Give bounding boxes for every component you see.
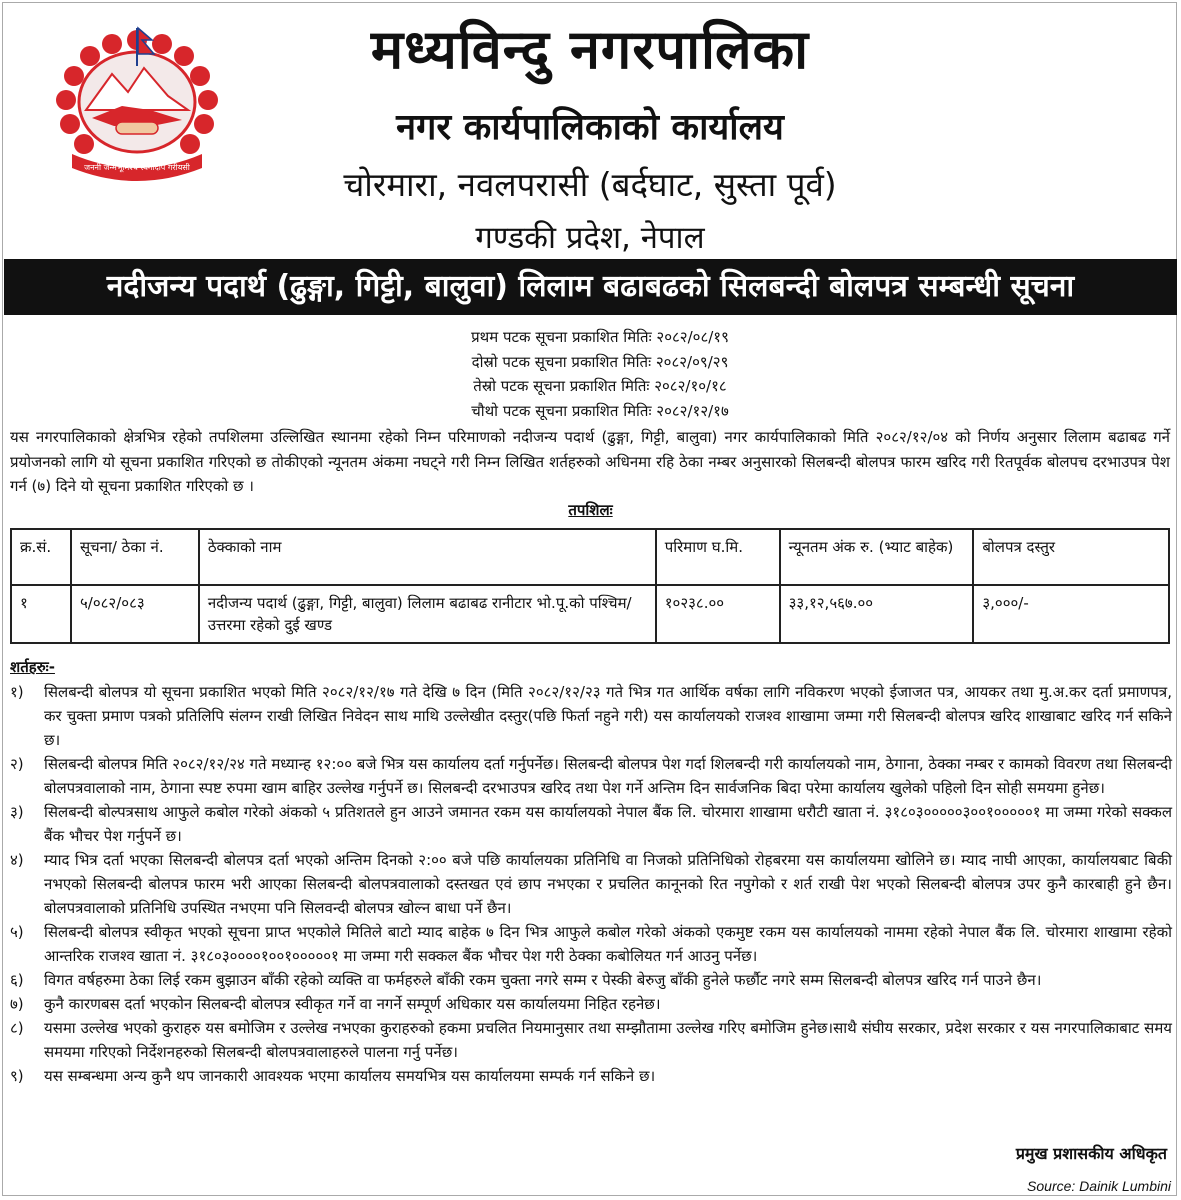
term-item xyxy=(10,752,1172,800)
term-item xyxy=(10,680,1172,752)
table-header-cell: सूचना/ ठेका नं. xyxy=(71,529,199,585)
intro-paragraph: यस नगरपालिकाको क्षेत्रभित्र रहेको तपशिलमा उल्लिखित स्थानमा रहेको निम्न परिमाणको नदीजन्य पदार्थ (ढुङ्गा, गिट्टी, बालुवा) नगर कार्यपालिकाको मिति २०८२/१२/०४ को निर्णय अनुसार लिलाम बढाबढ गर्ने प्रयोजनको लागि यो सूचना प्रकाशित गरिएको छ तोकीएको न्यूनतम अंकमा नघट्ने गरी निम्न लिखित शर्तहरुको अधिनमा रहि ठेका नम्बर अनुसारको सिलबन्दी बोलपत्र फारम खरिद गरी रितपूर्वक बोलपच दरभाउपत्र पेश गर्न (७) दिने यो सूचना प्रकाशित गरिएको छ । xyxy=(10,428,1170,495)
terms-title: शर्तहरुः- xyxy=(10,658,55,676)
term-item xyxy=(10,848,1172,920)
term-text: सिलबन्दी बोल्पत्रसाथ आफुले कबोल गरेको अंकको ५ प्रतिशतले हुन आउने जमानत रकम यस कार्यालयको नेपाल बैंक लि. चोरमारा शाखामा धरौटी खाता नं. ३१८०३०००००३००१०००००१ मा जम्मा गरेको सक्कल बैंक भौचर पेश गर्नुपर्ने छ। xyxy=(44,803,1172,845)
schedule-label: तपशिलः xyxy=(568,501,613,519)
term-number: १) xyxy=(10,683,24,701)
term-text: यसमा उल्लेख भएको कुराहरु यस बमोजिम र उल्लेख नभएका कुराहरुको हकमा प्रचलित नियमानुसार तथा सम्झौतामा उल्लेख गरिए बमोजिम हुनेछ।साथै संघीय सरकार, प्रदेश सरकार र यस नगरपालिकाबाट समय समयमा गरिएको निर्देशनहरुको सिलबन्दी बोलपत्रवालाहरुले पालना गर्नु पर्नेछ। xyxy=(44,1019,1172,1061)
term-item xyxy=(10,968,1172,992)
term-number: ९) xyxy=(10,1067,24,1085)
term-number: २) xyxy=(10,755,24,773)
term-number: ४) xyxy=(10,851,24,869)
table-header-cell: बोलपत्र दस्तुर xyxy=(973,529,1169,585)
municipality-title: मध्यविन्दु नगरपालिका xyxy=(370,18,810,81)
term-text: सिलबन्दी बोलपत्र मिति २०८२/१२/२४ गते मध्यान्ह १२:०० बजे भित्र यस कार्यालय दर्ता गर्नुपर्नेछ। सिलबन्दी बोलपत्र पेश गर्दा शिलबन्दी गरी कार्यालयको नाम, ठेगाना, ठेक्का नम्बर र कामको विवरण तथा सिलबन्दी बोलपत्रवालाको नाम, ठेगाना स्पष्ट रुपमा खाम बाहिर उल्लेख गर्नुपर्ने छ। सिलबन्दी दरभाउपत्र खरिद तथा पेश गर्ने अन्तिम दिन सार्वजनिक बिदा परेमा कार्यालय खुलेको पहिलो दिन सोही समयमा हुनेछ। xyxy=(44,755,1172,797)
term-number: ५) xyxy=(10,923,24,941)
table-cell: नदीजन्य पदार्थ (ढुङ्गा, गिट्टी, बालुवा) लिलाम बढाबढ रानीटार भो.पू.को पश्चिम/उत्तरमा रहेको दुई खण्ड xyxy=(199,585,656,643)
table-cell: ३३,१२,५६७.०० xyxy=(780,585,974,643)
signature-title: प्रमुख प्रशासकीय अधिकृत xyxy=(1015,1144,1167,1163)
table-header-cell: परिमाण घ.मि. xyxy=(656,529,780,585)
term-number: ३) xyxy=(10,803,24,821)
source-credit: Source: Dainik Lumbini xyxy=(1027,1178,1171,1194)
term-text: कुनै कारणबस दर्ता भएकोन सिलबन्दी बोलपत्र स्वीकृत गर्ने वा नगर्ने सम्पूर्ण अधिकार यस कार्यालयमा निहित रहनेछ। xyxy=(44,995,661,1013)
province-line: गण्डकी प्रदेश, नेपाल xyxy=(475,220,705,256)
publish-date-2: दोस्रो पटक सूचना प्रकाशित मितिः २०८२/०९/२९ xyxy=(471,352,729,371)
term-item xyxy=(10,1064,1172,1088)
table-cell: ३,०००/- xyxy=(973,585,1169,643)
term-item xyxy=(10,1016,1172,1064)
table-header-cell: ठेक्काको नाम xyxy=(199,529,656,585)
term-text: सिलबन्दी बोलपत्र स्वीकृत भएको सूचना प्राप्त भएकोले मितिले बाटो म्याद बाहेक ७ दिन भित्र आफुले कबोल गरेको अंकको एकमुष्ट रकम यस कार्यालयको नाममा रहेको नेपाल बैंक लि. चोरमारा शाखामा रहेको आन्तरिक राजश्व खाता नं. ३१८०३००००१००१०००००१ मा जम्मा गरी सक्कल बैंक भौचर पेश गरी ठेक्का कबोलियत गर्न आउनु पर्नेछ। xyxy=(44,923,1172,965)
term-item xyxy=(10,800,1172,848)
table-header-row xyxy=(11,529,1169,585)
term-number: ८) xyxy=(10,1019,24,1037)
term-item xyxy=(10,920,1172,968)
term-text: म्याद भित्र दर्ता भएका सिलबन्दी बोलपत्र दर्ता भएको अन्तिम दिनको २:०० बजे पछि कार्यालयका प्रतिनिधि वा निजको प्रतिनिधिको रोहबरमा यस कार्यालयमा खोलिने छ। म्याद नाघी आएका, कार्यालयबाट बिकी नभएको सिलबन्दी बोलपत्र फारम भरी आएका सिलबन्दी बोलपत्रवालाको दस्तखत एवं छाप नभएका र प्रचलित कानूनको रित नपुगेको र शर्त राखी पेश भएको सिलबन्दी बोलपत्र उपर कुनै कारबाही हुने छैन। बोलपत्रवालाको प्रतिनिधि उपस्थित नभएमा पनि सिलवन्दी बोलपत्र खोल्न बाधा पर्ने छैन। xyxy=(44,851,1172,917)
term-text: सिलबन्दी बोलपत्र यो सूचना प्रकाशित भएको मिति २०८२/१२/१७ गते देखि ७ दिन (मिति २०८२/१२/२३ गते भित्र गत आर्थिक वर्षका लागि नविकरण भएको ईजाजत पत्र, आयकर तथा मु.अ.कर दर्ता प्रमाणपत्र, कर चुक्ता प्रमाण पत्रको प्रतिलिपि संलग्न राखी लिखित निवेदन साथ माथि उल्लेखीत दस्तुर(पछि फिर्ता नहुने गरी) यस कार्यालयको राजश्व शाखामा जम्मा गरी सिलबन्दी बोलपत्र खरिद शाखाबाट खरिद गर्न सकिने छ। xyxy=(44,683,1172,749)
term-text: विगत वर्षहरुमा ठेका लिई रकम बुझाउन बाँकी रहेको व्यक्ति वा फर्महरुले बाँकी रकम चुक्ता नगरे सम्म र पेस्की बेरुजु बाँकी हुनेले फर्छौट नगरे सम्म सिलबन्दी बोलपत्र खरिद गर्न पाउने छैन। xyxy=(44,971,1042,989)
table-header-cell: न्यूनतम अंक रु. (भ्याट बाहेक) xyxy=(780,529,974,585)
publish-dates xyxy=(300,325,900,423)
table-header-cell: क्र.सं. xyxy=(11,529,71,585)
term-number: ७) xyxy=(10,995,24,1013)
emblem-motto: जननी जन्मभूमिश्च स्वर्गादपि गरीयसी xyxy=(84,163,190,172)
schedule-table xyxy=(10,528,1170,644)
publish-date-4: चौथो पटक सूचना प्रकाशित मितिः २०८२/१२/१७ xyxy=(471,401,729,420)
table-cell: ५/०८२/०८३ xyxy=(71,585,199,643)
publish-date-3: तेस्रो पटक सूचना प्रकाशित मितिः २०८२/१०/१८ xyxy=(473,377,727,395)
terms-list xyxy=(10,680,1172,1088)
table-cell: १ xyxy=(11,585,71,643)
header xyxy=(0,0,1181,258)
office-name: नगर कार्यपालिकाको कार्यालय xyxy=(396,107,784,148)
publish-date-1: प्रथम पटक सूचना प्रकाशित मितिः २०८२/०८/१९ xyxy=(471,328,729,346)
term-number: ६) xyxy=(10,971,24,989)
table-row xyxy=(11,585,1169,643)
notice-banner: नदीजन्य पदार्थ (ढुङ्गा, गिट्टी, बालुवा) लिलाम बढाबढको सिलबन्दी बोलपत्र सम्बन्धी सूचना xyxy=(4,259,1177,315)
term-text: यस सम्बन्धमा अन्य कुनै थप जानकारी आवश्यक भएमा कार्यालय समयभित्र यस कार्यालयमा सम्पर्क गर्न सकिने छ। xyxy=(44,1067,656,1085)
table-cell: १०२३८.०० xyxy=(656,585,780,643)
office-address: चोरमारा, नवलपरासी (बर्दघाट, सुस्ता पूर्व) xyxy=(343,165,837,204)
term-item xyxy=(10,992,1172,1016)
nepal-emblem-icon xyxy=(52,22,222,182)
